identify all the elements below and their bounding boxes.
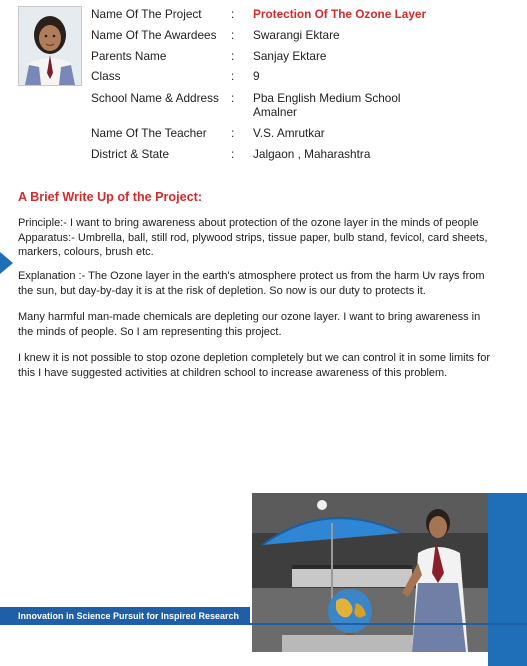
- principle-apparatus-paragraph: Principle:- I want to bring awareness about protection of the ozone layer in the minds of people Apparatus:- Umbrella, ball, still rod, plywood strips, tissue paper, bulb stand, fevicol, card sheets, markers, colours, brush etc.: [18, 217, 488, 258]
- district-label: District & State: [91, 147, 170, 161]
- school-label: School Name & Address: [91, 91, 219, 105]
- colon-separator: :: [231, 7, 235, 21]
- parents-value: Sanjay Ektare: [253, 49, 327, 63]
- awardee-value: Swarangi Ektare: [253, 28, 340, 42]
- school-address-value: Amalner: [253, 105, 297, 119]
- portrait-image: [19, 7, 81, 85]
- parents-label: Parents Name: [91, 49, 167, 63]
- district-value: Jalgaon , Maharashtra: [253, 147, 371, 161]
- project-name-label: Name Of The Project: [91, 7, 202, 21]
- page-marker-arrow-icon: [0, 252, 13, 274]
- colon-separator: :: [231, 126, 235, 140]
- class-label: Class: [91, 69, 121, 83]
- teacher-value: V.S. Amrutkar: [253, 126, 325, 140]
- student-portrait-photo: [18, 6, 82, 86]
- right-blue-block: [488, 493, 527, 666]
- footer-divider: [250, 623, 527, 625]
- project-exhibit-photo: [252, 493, 488, 652]
- project-name-value: Protection Of The Ozone Layer: [253, 7, 427, 21]
- footer-tagline: Innovation in Science Pursuit for Inspired Research: [0, 607, 250, 625]
- conclusion-paragraph: I knew it is not possible to stop ozone depletion completely but we can control it in some limits for this I have suggested activities at children school to increase awareness of this problem.: [18, 352, 491, 379]
- colon-separator: :: [231, 147, 235, 161]
- awardee-label: Name Of The Awardees: [91, 28, 217, 42]
- teacher-label: Name Of The Teacher: [91, 126, 207, 140]
- exhibit-image: [252, 493, 488, 652]
- school-value: Pba English Medium School: [253, 91, 401, 105]
- write-up-heading: A Brief Write Up of the Project:: [18, 190, 203, 204]
- colon-separator: :: [231, 91, 235, 105]
- colon-separator: :: [231, 28, 235, 42]
- class-value: 9: [253, 69, 260, 83]
- colon-separator: :: [231, 69, 235, 83]
- chemicals-paragraph: Many harmful man-made chemicals are depleting our ozone layer. I want to bring awareness in the minds of people. So I am representing this project.: [18, 311, 481, 338]
- explanation-paragraph: Explanation :- The Ozone layer in the earth's atmosphere protect us from the harm Uv rays from the sun, but day-by-day it is at the risk of depletion. So now is our duty to protects it.: [18, 270, 485, 297]
- colon-separator: :: [231, 49, 235, 63]
